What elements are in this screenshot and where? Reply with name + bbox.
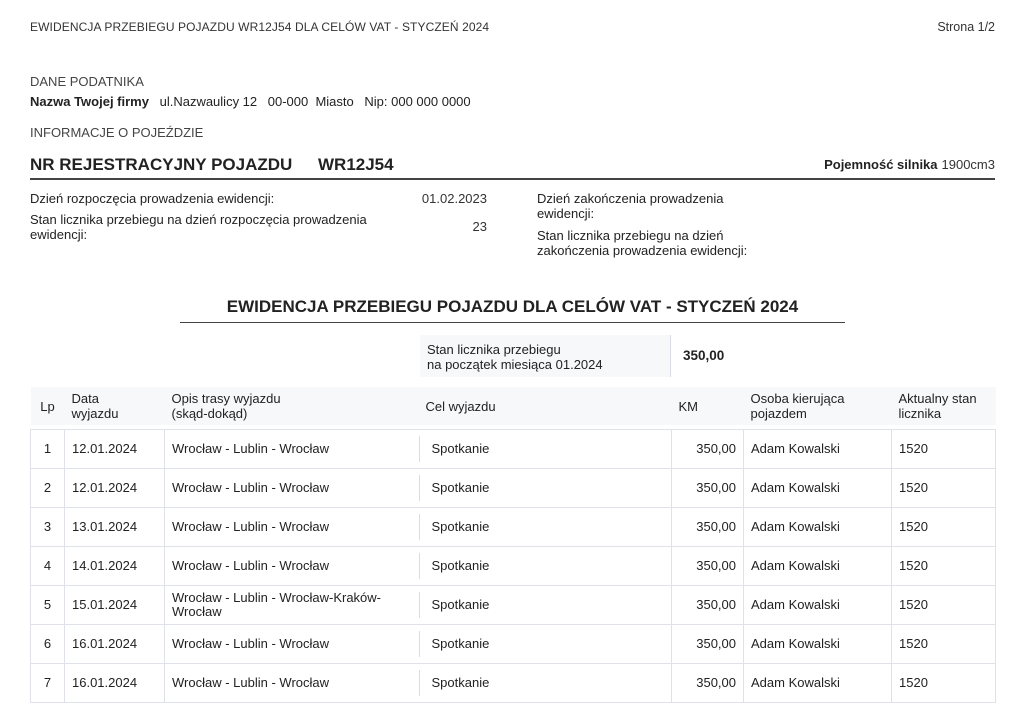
cell-route: Wrocław - Lublin - Wrocław (165, 429, 419, 468)
cell-km: 350,00 (672, 468, 744, 507)
cell-lp: 6 (31, 624, 65, 663)
month-start-label-line1: Stan licznika przebiegu (427, 342, 561, 357)
report-title: EWIDENCJA PRZEBIEGU POJAZDU DLA CELÓW VAT - STYCZEŃ 2024 (180, 297, 845, 323)
cell-lp: 1 (31, 429, 65, 468)
cell-driver: Adam Kowalski (744, 624, 892, 663)
column-header-lp: Lp (31, 387, 65, 425)
vehicle-registration-row (30, 154, 995, 180)
vehicle-section-label: INFORMACJE O POJEŹDZIE (30, 125, 204, 140)
cell-odometer: 1520 (892, 624, 996, 663)
cell-route: Wrocław - Lublin - Wrocław (165, 507, 419, 546)
column-header-driver: Osoba kierująca pojazdem (744, 387, 892, 425)
cell-driver: Adam Kowalski (744, 429, 892, 468)
company-name: Nazwa Twojej firmy (30, 94, 149, 109)
start-date-value: 01.02.2023 (421, 191, 487, 206)
cell-purpose: Spotkanie (419, 468, 672, 507)
cell-date: 14.01.2024 (65, 546, 165, 585)
cell-lp: 7 (31, 663, 65, 702)
table-row (31, 507, 996, 546)
cell-odometer: 1520 (892, 546, 996, 585)
cell-date: 15.01.2024 (65, 585, 165, 624)
cell-driver: Adam Kowalski (744, 507, 892, 546)
column-header-route: Opis trasy wyjazdu (skąd-dokąd) (165, 387, 419, 425)
cell-km: 350,00 (672, 429, 744, 468)
table-row (31, 546, 996, 585)
cell-km: 350,00 (672, 546, 744, 585)
column-header-purpose: Cel wyjazdu (419, 387, 672, 425)
cell-route: Wrocław - Lublin - Wrocław (165, 546, 419, 585)
month-start-odometer-box (420, 335, 671, 377)
cell-route: Wrocław - Lublin - Wrocław (165, 663, 419, 702)
taxpayer-details (30, 94, 478, 109)
trips-table (30, 387, 996, 703)
cell-date: 12.01.2024 (65, 429, 165, 468)
cell-odometer: 1520 (892, 663, 996, 702)
cell-driver: Adam Kowalski (744, 585, 892, 624)
cell-purpose: Spotkanie (419, 585, 672, 624)
cell-driver: Adam Kowalski (744, 468, 892, 507)
company-nip: Nip: 000 000 0000 (364, 94, 471, 109)
cell-date: 16.01.2024 (65, 624, 165, 663)
cell-km: 350,00 (672, 663, 744, 702)
cell-route: Wrocław - Lublin - Wrocław (165, 624, 419, 663)
cell-km: 350,00 (672, 585, 744, 624)
month-start-label-line2: na początek miesiąca 01.2024 (427, 357, 603, 372)
cell-lp: 2 (31, 468, 65, 507)
table-row (31, 585, 996, 624)
table-row (31, 624, 996, 663)
cell-lp: 4 (31, 546, 65, 585)
engine-capacity (824, 157, 995, 172)
cell-route: Wrocław - Lublin - Wrocław-Kraków-Wrocław (165, 585, 419, 624)
cell-odometer: 1520 (892, 585, 996, 624)
month-start-odometer-label (427, 342, 603, 372)
company-postal-city: 00-000 Miasto (267, 94, 354, 109)
page-number: Strona 1/2 (937, 20, 995, 34)
cell-lp: 3 (31, 507, 65, 546)
registration-number: WR12J54 (318, 155, 394, 174)
start-date-label: Dzień rozpoczęcia prowadzenia ewidencji: (30, 191, 275, 206)
end-date-label: Dzień zakończenia prowadzenia ewidencji: (537, 191, 724, 221)
month-start-odometer-value: 350,00 (683, 348, 725, 363)
cell-purpose: Spotkanie (419, 507, 672, 546)
table-row (31, 468, 996, 507)
taxpayer-section-label: DANE PODATNIKA (30, 74, 144, 89)
cell-driver: Adam Kowalski (744, 663, 892, 702)
cell-odometer: 1520 (892, 468, 996, 507)
table-row (31, 429, 996, 468)
cell-km: 350,00 (672, 507, 744, 546)
table-row (31, 663, 996, 702)
cell-lp: 5 (31, 585, 65, 624)
cell-purpose: Spotkanie (419, 663, 672, 702)
registration-label: NR REJESTRACYJNY POJAZDU (30, 155, 293, 174)
cell-purpose: Spotkanie (419, 429, 672, 468)
cell-purpose: Spotkanie (419, 546, 672, 585)
start-odometer-value: 23 (472, 219, 487, 234)
cell-odometer: 1520 (892, 507, 996, 546)
cell-km: 350,00 (672, 624, 744, 663)
column-header-km: KM (672, 387, 744, 425)
engine-capacity-value: 1900cm3 (941, 157, 995, 172)
cell-date: 13.01.2024 (65, 507, 165, 546)
column-header-date: Data wyjazdu (65, 387, 165, 425)
cell-route: Wrocław - Lublin - Wrocław (165, 468, 419, 507)
cell-driver: Adam Kowalski (744, 546, 892, 585)
cell-date: 16.01.2024 (65, 663, 165, 702)
end-odometer-label: Stan licznika przebiegu na dzień zakończenia prowadzenia ewidencji: (537, 228, 748, 258)
cell-purpose: Spotkanie (419, 624, 672, 663)
document-header-title: EWIDENCJA PRZEBIEGU POJAZDU WR12J54 DLA CELÓW VAT - STYCZEŃ 2024 (30, 20, 490, 34)
column-header-odometer: Aktualny stan licznika (892, 387, 996, 425)
cell-odometer: 1520 (892, 429, 996, 468)
engine-capacity-label: Pojemność silnika (824, 157, 938, 172)
start-odometer-label: Stan licznika przebiegu na dzień rozpoczęcia prowadzenia ewidencji: (30, 212, 367, 242)
cell-date: 12.01.2024 (65, 468, 165, 507)
company-street: ul.Nazwaulicy 12 (159, 94, 258, 109)
table-header-row (31, 387, 996, 425)
